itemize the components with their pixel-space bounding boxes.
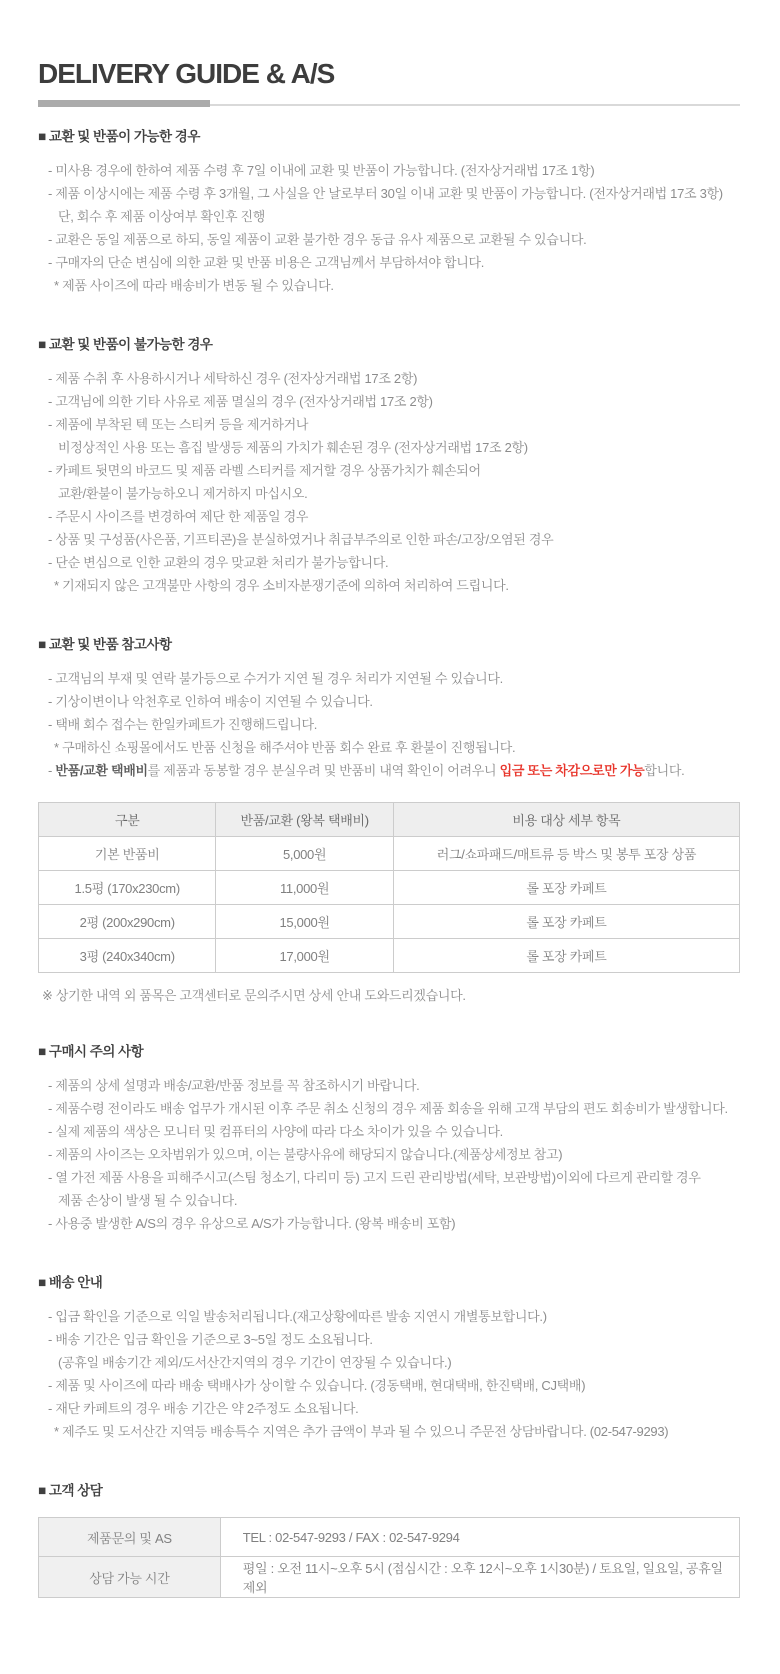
page-header bbox=[38, 58, 740, 107]
return-fee-table-head bbox=[39, 803, 740, 837]
table-cell: 2평 (200x290cm) bbox=[39, 905, 216, 939]
section-purchase-caution bbox=[38, 1040, 740, 1235]
table-row bbox=[39, 1518, 740, 1557]
table-row bbox=[39, 905, 740, 939]
text-line: - 고객님에 의한 기타 사유로 제품 멸실의 경우 (전자상거래법 17조 2항) bbox=[48, 394, 433, 410]
text-line bbox=[38, 759, 740, 782]
text-line: - 기상이변이나 악천후로 인하여 배송이 지연될 수 있습니다. bbox=[48, 694, 373, 710]
section-lines-shipping-info bbox=[38, 1305, 740, 1443]
table-cell: 11,000원 bbox=[216, 871, 393, 905]
text-line: - 주문시 사이즈를 변경하여 제단 한 제품일 경우 bbox=[48, 509, 309, 525]
text-segment-normal: 합니다. bbox=[644, 763, 685, 779]
text-line: - 카페트 뒷면의 바코드 및 제품 라벨 스티커를 제거할 경우 상품가치가 훼손되어 bbox=[48, 463, 481, 479]
section-exchange-reference bbox=[38, 633, 740, 1004]
text-segment-bold: 반품/교환 택배비 bbox=[55, 763, 148, 779]
column-header: 반품/교환 (왕복 택배비) bbox=[216, 803, 393, 837]
return-fee-table bbox=[38, 802, 740, 973]
table-cell: 기본 반품비 bbox=[39, 837, 216, 871]
text-line: * 구매하신 쇼핑몰에서도 반품 신청을 해주셔야 반품 회수 완료 후 환불이 진행됩니다. bbox=[54, 740, 516, 756]
section-title-customer-consult: ■ 고객 상담 bbox=[38, 1483, 103, 1499]
text-line: 단, 회수 후 제품 이상여부 확인후 진행 bbox=[58, 209, 266, 225]
text-line: - 열 가전 제품 사용을 피해주시고(스팀 청소기, 다리미 등) 고지 드린 관리방법(세탁, 보관방법)이외에 다르게 관리할 경우 bbox=[48, 1170, 701, 1186]
text-line: - 교환은 동일 제품으로 하되, 동일 제품이 교환 불가한 경우 동급 유사 제품으로 교환될 수 있습니다. bbox=[48, 232, 587, 248]
table-cell: 롤 포장 카페트 bbox=[393, 871, 739, 905]
text-line: - 사용중 발생한 A/S의 경우 유상으로 A/S가 가능합니다. (왕복 배송비 포함) bbox=[48, 1216, 456, 1232]
table-cell: 평일 : 오전 11시~오후 5시 (점심시간 : 오후 12시~오후 1시30분) / 토요일, 일요일, 공휴일 제외 bbox=[220, 1557, 739, 1598]
section-shipping-info bbox=[38, 1271, 740, 1443]
title-divider bbox=[38, 100, 740, 107]
text-line: - 제품 및 사이즈에 따라 배송 택배사가 상이할 수 있습니다. (경동택배, 현대택배, 한진택배, CJ택배) bbox=[48, 1378, 586, 1394]
return-fee-header-row bbox=[39, 803, 740, 837]
section-title-shipping-info: ■ 배송 안내 bbox=[38, 1275, 103, 1291]
text-line: * 기재되지 않은 고객불만 사항의 경우 소비자분쟁기준에 의하여 처리하여 드립니다. bbox=[54, 578, 509, 594]
table-cell: 5,000원 bbox=[216, 837, 393, 871]
text-line: - 구매자의 단순 변심에 의한 교환 및 반품 비용은 고객님께서 부담하셔야 합니다. bbox=[48, 255, 485, 271]
table-cell: 3평 (240x340cm) bbox=[39, 939, 216, 973]
text-line: - 단순 변심으로 인한 교환의 경우 맞교환 처리가 불가능합니다. bbox=[48, 555, 389, 571]
table-row bbox=[39, 939, 740, 973]
text-line: (공휴일 배송기간 제외/도서산간지역의 경우 기간이 연장될 수 있습니다.) bbox=[58, 1355, 452, 1371]
section-lines-purchase-caution bbox=[38, 1074, 740, 1235]
text-line: - 제품의 상세 설명과 배송/교환/반품 정보를 꼭 참조하시기 바랍니다. bbox=[48, 1078, 420, 1094]
page-title: DELIVERY GUIDE & A/S bbox=[38, 58, 335, 89]
section-customer-consult bbox=[38, 1479, 740, 1598]
text-line: - 제품수령 전이라도 배송 업무가 개시된 이후 주문 취소 신청의 경우 제품 회송을 위해 고객 부담의 편도 회송비가 발생합니다. bbox=[48, 1101, 728, 1117]
table-row bbox=[39, 1557, 740, 1598]
text-line: - 입금 확인을 기준으로 익일 발송처리됩니다.(재고상황에따른 발송 지연시 개별통보합니다.) bbox=[48, 1309, 547, 1325]
text-segment-normal: 를 제품과 동봉할 경우 분실우려 및 반품비 내역 확인이 어려우니 bbox=[147, 763, 500, 779]
text-line: 제품 손상이 발생 될 수 있습니다. bbox=[58, 1193, 238, 1209]
table-cell: 롤 포장 카페트 bbox=[393, 905, 739, 939]
table-cell: 러그/쇼파패드/매트류 등 박스 및 봉투 포장 상품 bbox=[393, 837, 739, 871]
text-segment-red-bold: 입금 또는 차감으로만 가능 bbox=[499, 763, 645, 779]
customer-consult-table bbox=[38, 1517, 740, 1598]
text-segment-normal: - bbox=[48, 763, 56, 779]
table-row bbox=[39, 837, 740, 871]
section-exchange-possible bbox=[38, 125, 740, 297]
table-cell: 15,000원 bbox=[216, 905, 393, 939]
section-title-exchange-possible: ■ 교환 및 반품이 가능한 경우 bbox=[38, 129, 200, 145]
text-line: - 제품 이상시에는 제품 수령 후 3개월, 그 사실을 안 날로부터 30일 이내 교환 및 반품이 가능합니다. (전자상거래법 17조 3항) bbox=[48, 186, 723, 202]
table-cell: 1.5평 (170x230cm) bbox=[39, 871, 216, 905]
text-line: * 제주도 및 도서산간 지역등 배송특수 지역은 추가 금액이 부과 될 수 있으니 주문전 상담바랍니다. (02-547-9293) bbox=[54, 1424, 669, 1440]
section-lines-exchange-possible bbox=[38, 159, 740, 297]
text-line: 비정상적인 사용 또는 흠집 발생등 제품의 가치가 훼손된 경우 (전자상거래법 17조 2항) bbox=[58, 440, 528, 456]
text-line: - 제품에 부착된 텍 또는 스티커 등을 제거하거나 bbox=[48, 417, 309, 433]
text-line: - 택배 회수 접수는 한일카페트가 진행해드립니다. bbox=[48, 717, 318, 733]
table-cell: 제품문의 및 AS bbox=[39, 1518, 221, 1557]
section-lines-exchange-reference bbox=[38, 667, 740, 782]
divider-dark-accent bbox=[38, 100, 210, 107]
text-line: - 제품의 사이즈는 오차범위가 있으며, 이는 불량사유에 해당되지 않습니다.(제품상세정보 참고) bbox=[48, 1147, 563, 1163]
section-title-exchange-impossible: ■ 교환 및 반품이 불가능한 경우 bbox=[38, 337, 213, 353]
section-title-exchange-reference: ■ 교환 및 반품 참고사항 bbox=[38, 637, 172, 653]
section-title-purchase-caution: ■ 구매시 주의 사항 bbox=[38, 1044, 144, 1060]
table-cell: 17,000원 bbox=[216, 939, 393, 973]
column-header: 구분 bbox=[39, 803, 216, 837]
return-fee-table-body bbox=[39, 837, 740, 973]
section-lines-exchange-impossible bbox=[38, 367, 740, 597]
text-line: - 재단 카페트의 경우 배송 기간은 약 2주정도 소요됩니다. bbox=[48, 1401, 359, 1417]
table-cell: TEL : 02-547-9293 / FAX : 02-547-9294 bbox=[220, 1518, 739, 1557]
text-line: 교환/환불이 불가능하오니 제거하지 마십시오. bbox=[58, 486, 308, 502]
section-exchange-impossible bbox=[38, 333, 740, 597]
text-line: - 고객님의 부재 및 연락 불가등으로 수거가 지연 될 경우 처리가 지연될 수 있습니다. bbox=[48, 671, 503, 687]
column-header: 비용 대상 세부 항목 bbox=[393, 803, 739, 837]
text-line: - 실제 제품의 색상은 모니터 및 컴퓨터의 사양에 따라 다소 차이가 있을 수 있습니다. bbox=[48, 1124, 503, 1140]
text-line: - 제품 수취 후 사용하시거나 세탁하신 경우 (전자상거래법 17조 2항) bbox=[48, 371, 418, 387]
text-line: * 제품 사이즈에 따라 배송비가 변동 될 수 있습니다. bbox=[54, 278, 334, 294]
customer-consult-table-body bbox=[39, 1518, 740, 1598]
table-cell: 롤 포장 카페트 bbox=[393, 939, 739, 973]
text-line: - 미사용 경우에 한하여 제품 수령 후 7일 이내에 교환 및 반품이 가능합니다. (전자상거래법 17조 1항) bbox=[48, 163, 595, 179]
text-line: - 상품 및 구성품(사은품, 기프티콘)을 분실하였거나 취급부주의로 인한 파손/고장/오염된 경우 bbox=[48, 532, 554, 548]
table-row bbox=[39, 871, 740, 905]
fee-table-note: ※ 상기한 내역 외 품목은 고객센터로 문의주시면 상세 안내 도와드리겠습니다. bbox=[42, 988, 466, 1004]
text-line: - 배송 기간은 입금 확인을 기준으로 3~5일 정도 소요됩니다. bbox=[48, 1332, 373, 1348]
table-cell: 상담 가능 시간 bbox=[39, 1557, 221, 1598]
